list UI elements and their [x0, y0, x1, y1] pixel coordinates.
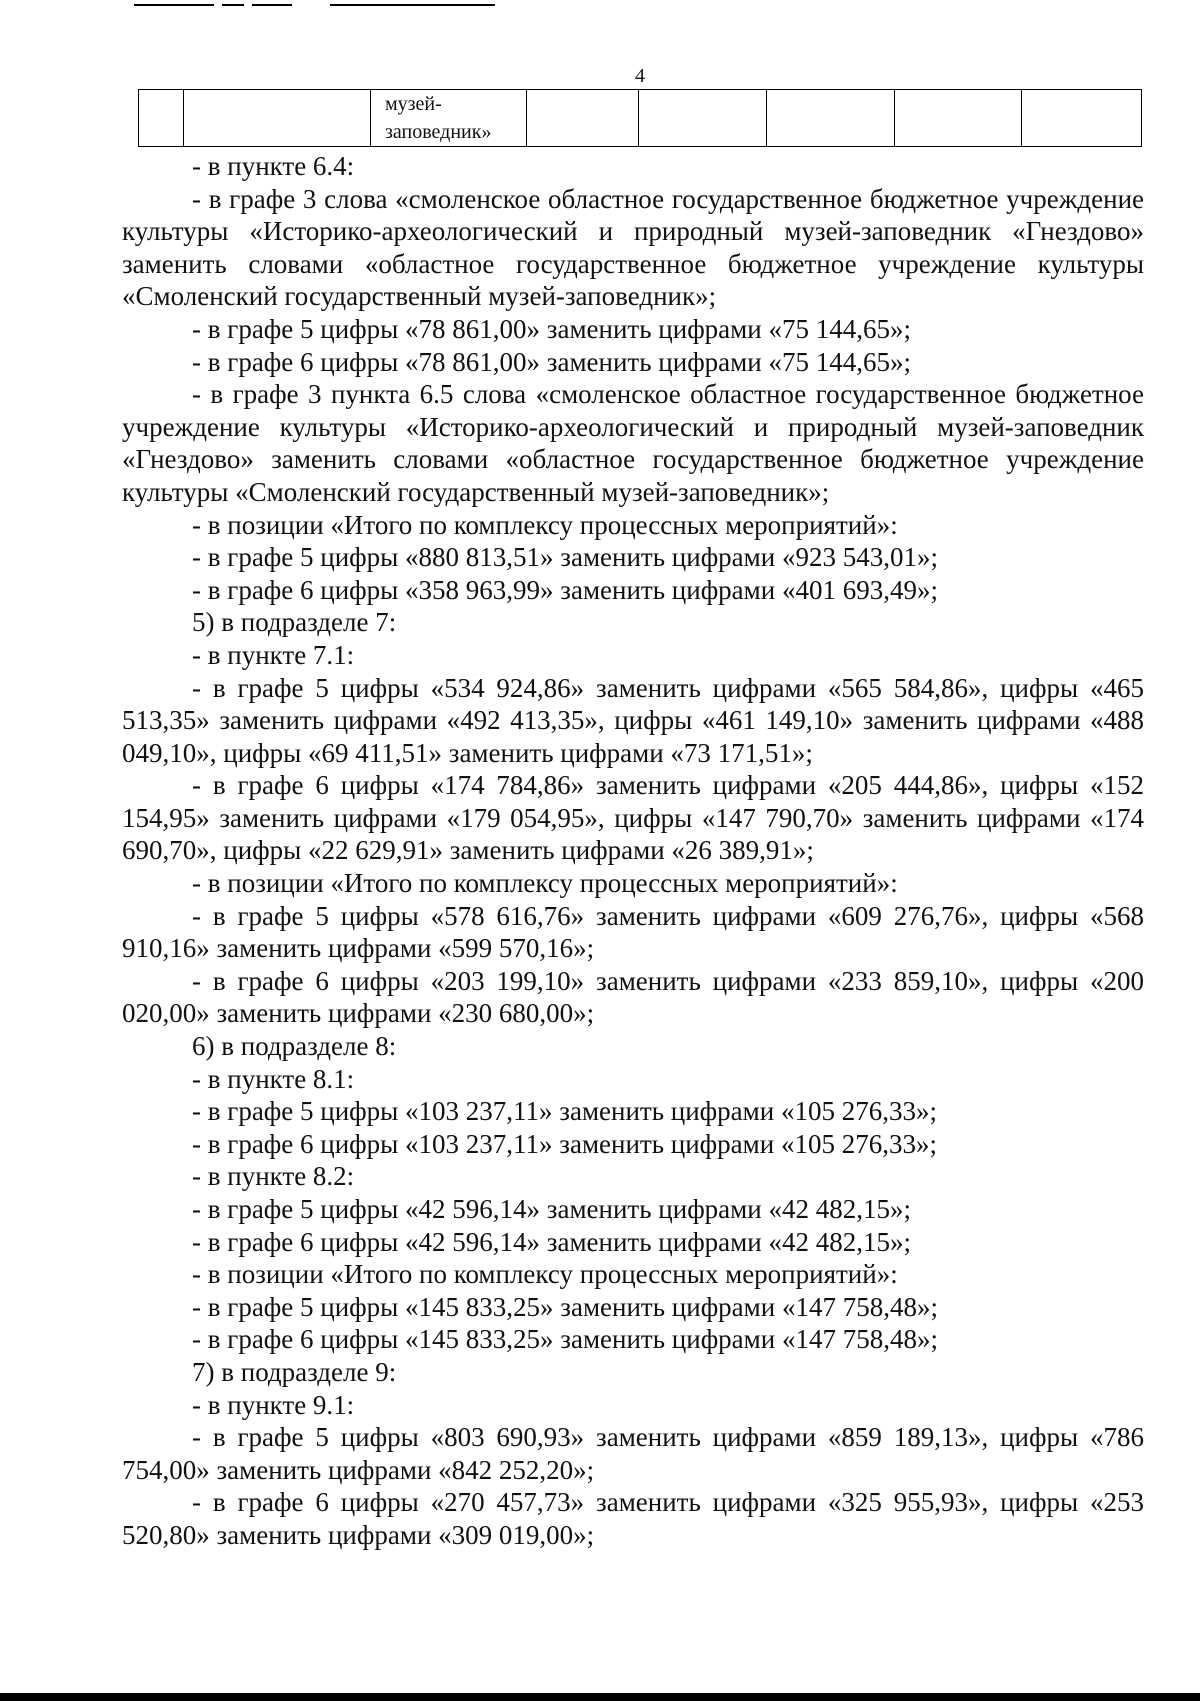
- scan-edge-line: [134, 4, 214, 6]
- table-fragment: [138, 89, 1142, 147]
- paragraph: - в графе 5 цифры «103 237,11» заменить цифрами «105 276,33»;: [192, 1096, 937, 1127]
- paragraph: - в графе 6 цифры «145 833,25» заменить цифрами «147 758,48»;: [192, 1324, 938, 1355]
- table-row: [139, 90, 1142, 147]
- paragraph: - в пункте 8.2:: [192, 1161, 355, 1192]
- paragraph: - в пункте 6.4:: [192, 151, 355, 181]
- scan-edge-line: [330, 4, 495, 6]
- paragraph: - в графе 5 цифры «578 616,76» заменить цифрами «609 276,76», цифры «568 910,16» заменить цифрами «599 570,16»;: [122, 900, 1144, 964]
- table-cell: [895, 90, 1022, 147]
- table-cell: [371, 90, 527, 147]
- paragraph: 6) в подразделе 8:: [192, 1031, 397, 1062]
- paragraph: - в графе 6 цифры «42 596,14» заменить цифрами «42 482,15»;: [192, 1226, 911, 1257]
- paragraph: - в графе 3 пункта 6.5 слова «смоленское областное государственное бюджетное учреждение культуры «Историко-археологический и природный музей-заповедник «Гнездово» заменить словами «областное государственное бюджетное учреждение культуры «Смоленский государственный музей-заповедник»;: [122, 379, 1144, 507]
- paragraph: - в графе 6 цифры «270 457,73» заменить цифрами «325 955,93», цифры «253 520,80» заменить цифрами «309 019,00»;: [122, 1487, 1144, 1550]
- paragraph: - в графе 5 цифры «78 861,00» заменить цифрами «75 144,65»;: [192, 313, 911, 344]
- table-cell-text: музей- заповедник»: [385, 93, 492, 143]
- paragraph: - в графе 6 цифры «103 237,11» заменить цифрами «105 276,33»;: [192, 1128, 937, 1159]
- table-cell: [139, 90, 184, 147]
- scan-edge-line: [252, 4, 292, 6]
- paragraph: - в графе 5 цифры «534 924,86» заменить цифрами «565 584,86», цифры «465 513,35» заменить цифрами «492 413,35», цифры «461 149,10» заменить цифрами «488 049,10», цифры «69 411,51» заменить цифрами «73 171,51»;: [122, 672, 1144, 768]
- paragraph: 7) в подразделе 9:: [192, 1356, 397, 1387]
- paragraph: - в позиции «Итого по комплексу процессных мероприятий»:: [192, 1259, 898, 1290]
- document-body: [122, 150, 1144, 1552]
- paragraph: - в позиции «Итого по комплексу процессных мероприятий»:: [192, 868, 898, 899]
- table-cell: [1022, 90, 1142, 147]
- page-number: 4: [635, 65, 645, 87]
- scan-edge-bar: [0, 1693, 1200, 1701]
- paragraph: - в пункте 7.1:: [192, 639, 355, 670]
- paragraph: - в графе 5 цифры «880 813,51» заменить цифрами «923 543,01»;: [192, 542, 938, 573]
- paragraph: - в графе 6 цифры «174 784,86» заменить цифрами «205 444,86», цифры «152 154,95» заменить цифрами «179 054,95», цифры «147 790,70» заменить цифрами «174 690,70», цифры «22 629,91» заменить цифрами «26 389,91»;: [122, 770, 1144, 866]
- paragraph: - в пункте 9.1:: [192, 1389, 355, 1420]
- table-cell: [527, 90, 639, 147]
- paragraph: - в графе 6 цифры «358 963,99» заменить цифрами «401 693,49»;: [192, 574, 938, 605]
- paragraph: - в графе 5 цифры «803 690,93» заменить цифрами «859 189,13», цифры «786 754,00» заменить цифрами «842 252,20»;: [122, 1422, 1144, 1485]
- scan-edge-line: [222, 4, 244, 6]
- table-cell: [639, 90, 767, 147]
- paragraph: - в графе 6 цифры «203 199,10» заменить цифрами «233 859,10», цифры «200 020,00» заменить цифрами «230 680,00»;: [122, 965, 1144, 1029]
- table-cell: [184, 90, 371, 147]
- paragraph: - в графе 6 цифры «78 861,00» заменить цифрами «75 144,65»;: [192, 346, 911, 377]
- paragraph: - в позиции «Итого по комплексу процессных мероприятий»:: [192, 509, 898, 540]
- paragraph: - в графе 5 цифры «145 833,25» заменить цифрами «147 758,48»;: [192, 1291, 938, 1322]
- paragraph: - в графе 3 слова «смоленское областное государственное бюджетное учреждение культуры «Историко-археологический и природный музей-заповедник «Гнездово» заменить словами «областное государственное бюджетное учреждение культуры «Смоленский государственный музей-заповедник»;: [122, 183, 1144, 312]
- paragraph: 5) в подразделе 7:: [192, 607, 397, 638]
- table-cell: [767, 90, 895, 147]
- paragraph: - в пункте 8.1:: [192, 1063, 355, 1094]
- paragraph: - в графе 5 цифры «42 596,14» заменить цифрами «42 482,15»;: [192, 1194, 911, 1224]
